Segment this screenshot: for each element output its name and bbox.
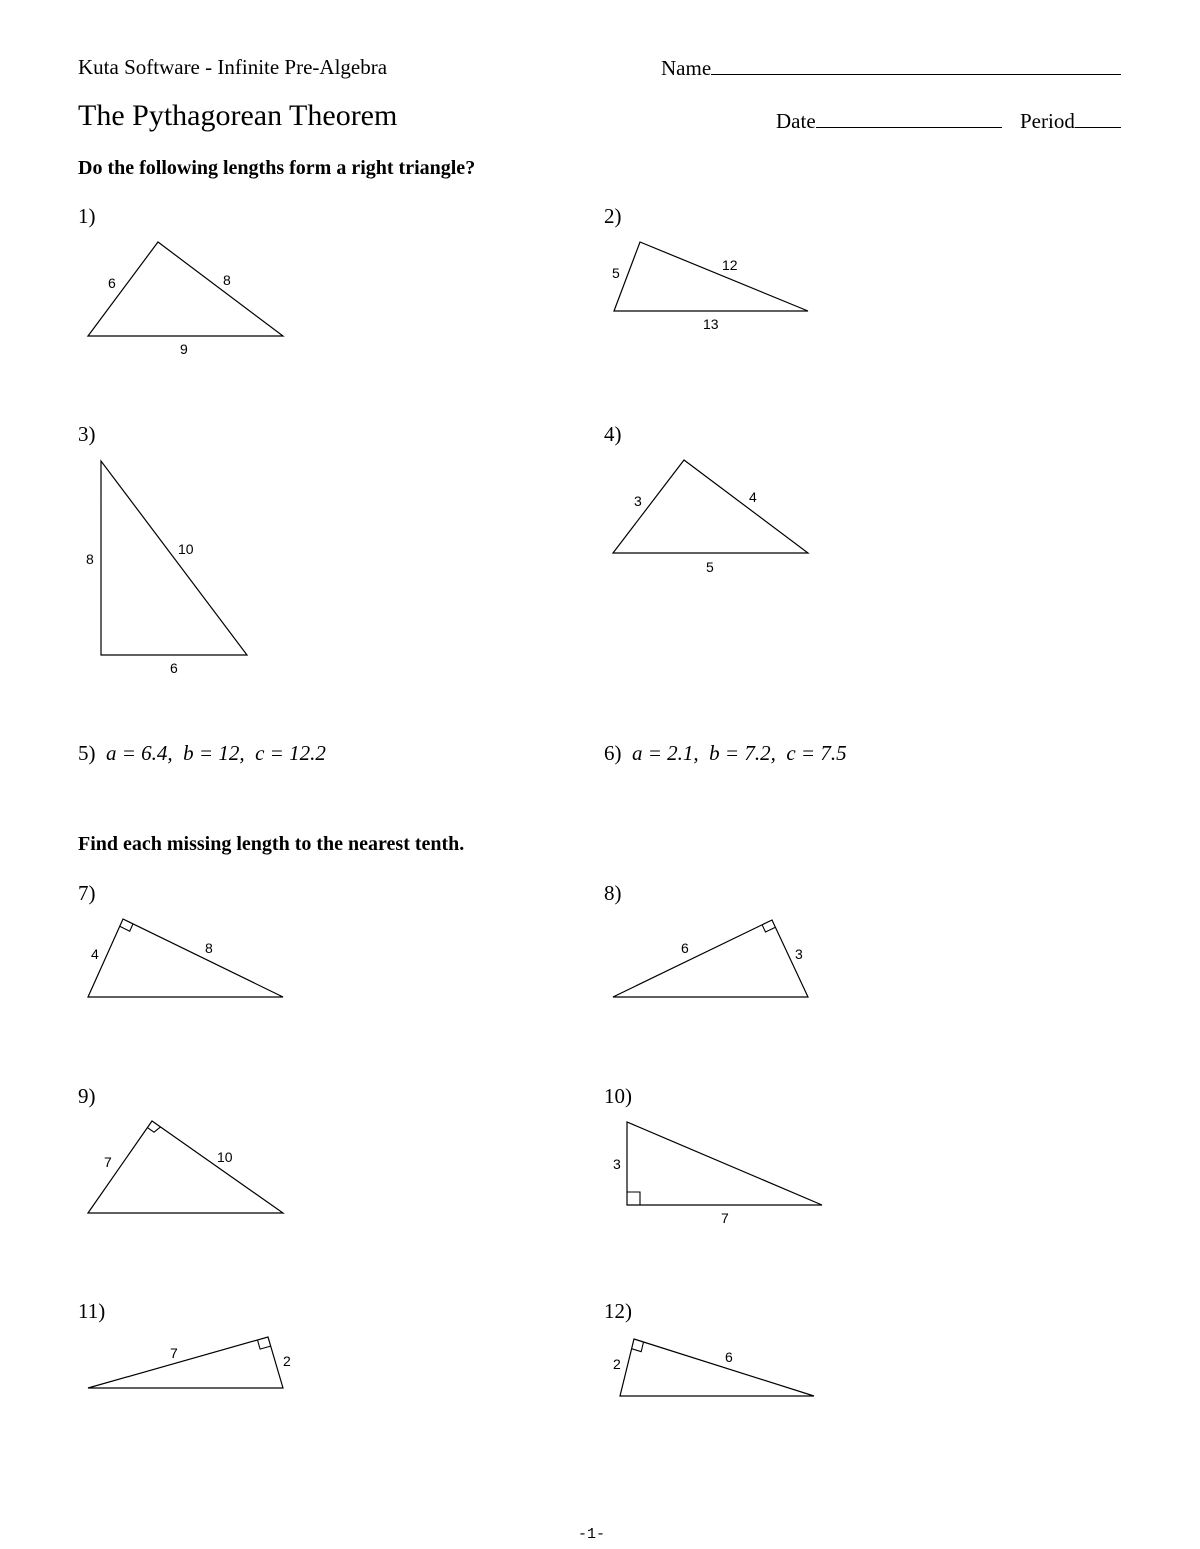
period-label: Period <box>1020 109 1075 133</box>
side-label-10b: 7 <box>721 1210 729 1226</box>
side-label-10a: 3 <box>613 1156 621 1172</box>
problem-number-8: 8) <box>604 881 622 905</box>
date-label: Date <box>776 109 816 133</box>
triangle-8 <box>613 920 808 997</box>
problem-number-11: 11) <box>78 1299 106 1323</box>
triangle-11 <box>88 1337 283 1388</box>
problem-6 <box>604 741 847 766</box>
side-label-3a: 8 <box>86 551 94 567</box>
problem-number-2: 2) <box>604 204 622 228</box>
triangle-4 <box>613 460 808 553</box>
right-angle-mark-7 <box>120 924 133 931</box>
page-title: The Pythagorean Theorem <box>78 99 398 132</box>
side-label-8a: 6 <box>681 940 689 956</box>
name-label: Name <box>661 56 712 80</box>
page-number: -1- <box>578 1526 606 1543</box>
side-label-9b: 10 <box>217 1149 233 1165</box>
software-label: Kuta Software - Infinite Pre-Algebra <box>78 55 388 79</box>
problem-5-equation: a = 6.4, b = 12, c = 12.2 <box>106 741 326 765</box>
side-label-1b: 8 <box>223 272 231 288</box>
side-label-8b: 3 <box>795 946 803 962</box>
problem-number-5: 5) <box>78 741 96 765</box>
right-angle-mark-10 <box>627 1192 640 1205</box>
problem-number-4: 4) <box>604 422 622 446</box>
problem-number-12: 12) <box>604 1299 632 1323</box>
problem-6-equation: a = 2.1, b = 7.2, c = 7.5 <box>632 741 847 765</box>
right-angle-mark-8 <box>762 925 775 932</box>
right-angle-mark-9 <box>147 1127 160 1132</box>
triangle-1 <box>88 242 283 336</box>
side-label-1c: 9 <box>180 341 188 357</box>
triangle-3 <box>101 461 247 655</box>
side-label-3c: 6 <box>170 660 178 676</box>
problem-number-9: 9) <box>78 1084 96 1108</box>
triangle-7 <box>88 919 283 997</box>
problem-number-10: 10) <box>604 1084 632 1108</box>
problem-number-3: 3) <box>78 422 96 446</box>
triangle-2 <box>614 242 808 311</box>
side-label-3b: 10 <box>178 541 194 557</box>
side-label-7a: 4 <box>91 946 99 962</box>
side-label-4b: 4 <box>749 489 757 505</box>
side-label-12a: 2 <box>613 1356 621 1372</box>
side-label-9a: 7 <box>104 1154 112 1170</box>
side-label-2a: 5 <box>612 265 620 281</box>
problem-number-7: 7) <box>78 881 96 905</box>
problem-number-1: 1) <box>78 204 96 228</box>
side-label-1a: 6 <box>108 275 116 291</box>
side-label-7b: 8 <box>205 940 213 956</box>
side-label-4c: 5 <box>706 559 714 575</box>
triangle-10 <box>627 1122 822 1205</box>
side-label-12b: 6 <box>725 1349 733 1365</box>
problem-5 <box>78 741 326 766</box>
side-label-11b: 2 <box>283 1353 291 1369</box>
side-label-4a: 3 <box>634 493 642 509</box>
side-label-2b: 12 <box>722 257 738 273</box>
section-instructions-right-triangle: Do the following lengths form a right triangle? <box>78 157 476 179</box>
triangle-9 <box>88 1121 283 1213</box>
side-label-11a: 7 <box>170 1345 178 1361</box>
problem-number-6: 6) <box>604 741 622 765</box>
triangle-12 <box>620 1339 814 1396</box>
side-label-2c: 13 <box>703 316 719 332</box>
section-instructions-missing-length: Find each missing length to the nearest tenth. <box>78 833 465 855</box>
